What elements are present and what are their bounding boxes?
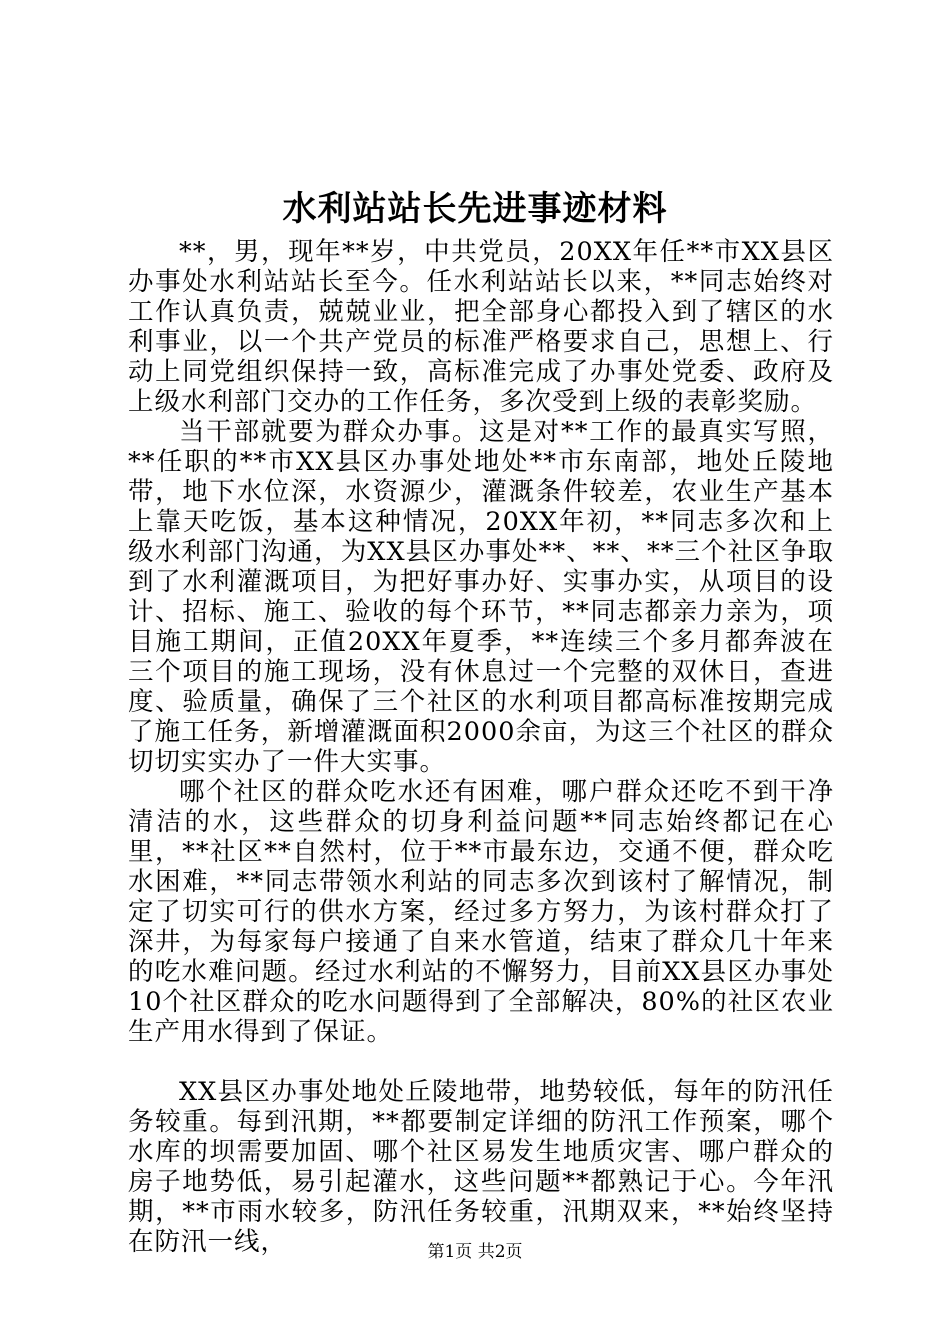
paragraph-gap [128, 1047, 834, 1077]
document-body [128, 237, 834, 1257]
paragraph-drinking-water: 哪个社区的群众吃水还有困难，哪户群众还吃不到干净清洁的水，这些群众的切身利益问题**同志始终都记在心里，**社区**自然村，位于**市最东边，交通不便，群众吃水困难，**同志带领水利站的同志多次到该村了解情况，制定了切实可行的供水方案，经过多方努力，为该村群众打了深井，为每家每户接通了自来水管道，结束了群众几十年来的吃水难问题。经过水利站的不懈努力，目前XX县区办事处10个社区群众的吃水问题得到了全部解决，80%的社区农业生产用水得到了保证。 [128, 777, 834, 1047]
document-title: 水利站站长先进事迹材料 [282, 189, 668, 229]
page-footer: 第1页 共2页 [427, 1242, 523, 1262]
paragraph-irrigation-project: 当干部就要为群众办事。这是对**工作的最真实写照，**任职的**市XX县区办事处地处**市东南部，地处丘陵地带，地下水位深，水资源少，灌溉条件较差，农业生产基本上靠天吃饭，基本这种情况，20XX年初，**同志多次和上级水利部门沟通，为XX县区办事处**、**、**三个社区争取到了水利灌溉项目，为把好事办好、实事办实，从项目的设计、招标、施工、验收的每个环节，**同志都亲力亲为，项目施工期间，正值20XX年夏季，**连续三个多月都奔波在三个项目的施工现场，没有休息过一个完整的双休日，查进度、验质量，确保了三个社区的水利项目都高标准按期完成了施工任务，新增灌溉面积2000余亩，为这三个社区的群众切切实实办了一件大实事。 [128, 417, 834, 777]
paragraph-flood-control: XX县区办事处地处丘陵地带，地势较低，每年的防汛任务较重。每到汛期，**都要制定详细的防汛工作预案，哪个水库的坝需要加固、哪个社区易发生地质灾害、哪户群众的房子地势低，易引起灌水，这些问题**都熟记于心。今年汛期，**市雨水较多，防汛任务较重，汛期双来，**始终坚持在防汛一线， [128, 1077, 834, 1257]
paragraph-intro: **，男，现年**岁，中共党员，20XX年任**市XX县区办事处水利站站长至今。任水利站站长以来，**同志始终对工作认真负责，兢兢业业，把全部身心都投入到了辖区的水利事业，以一个共产党员的标准严格要求自己，思想上、行动上同党组织保持一致，高标准完成了办事处党委、政府及上级水利部门交办的工作任务，多次受到上级的表彰奖励。 [128, 237, 834, 417]
